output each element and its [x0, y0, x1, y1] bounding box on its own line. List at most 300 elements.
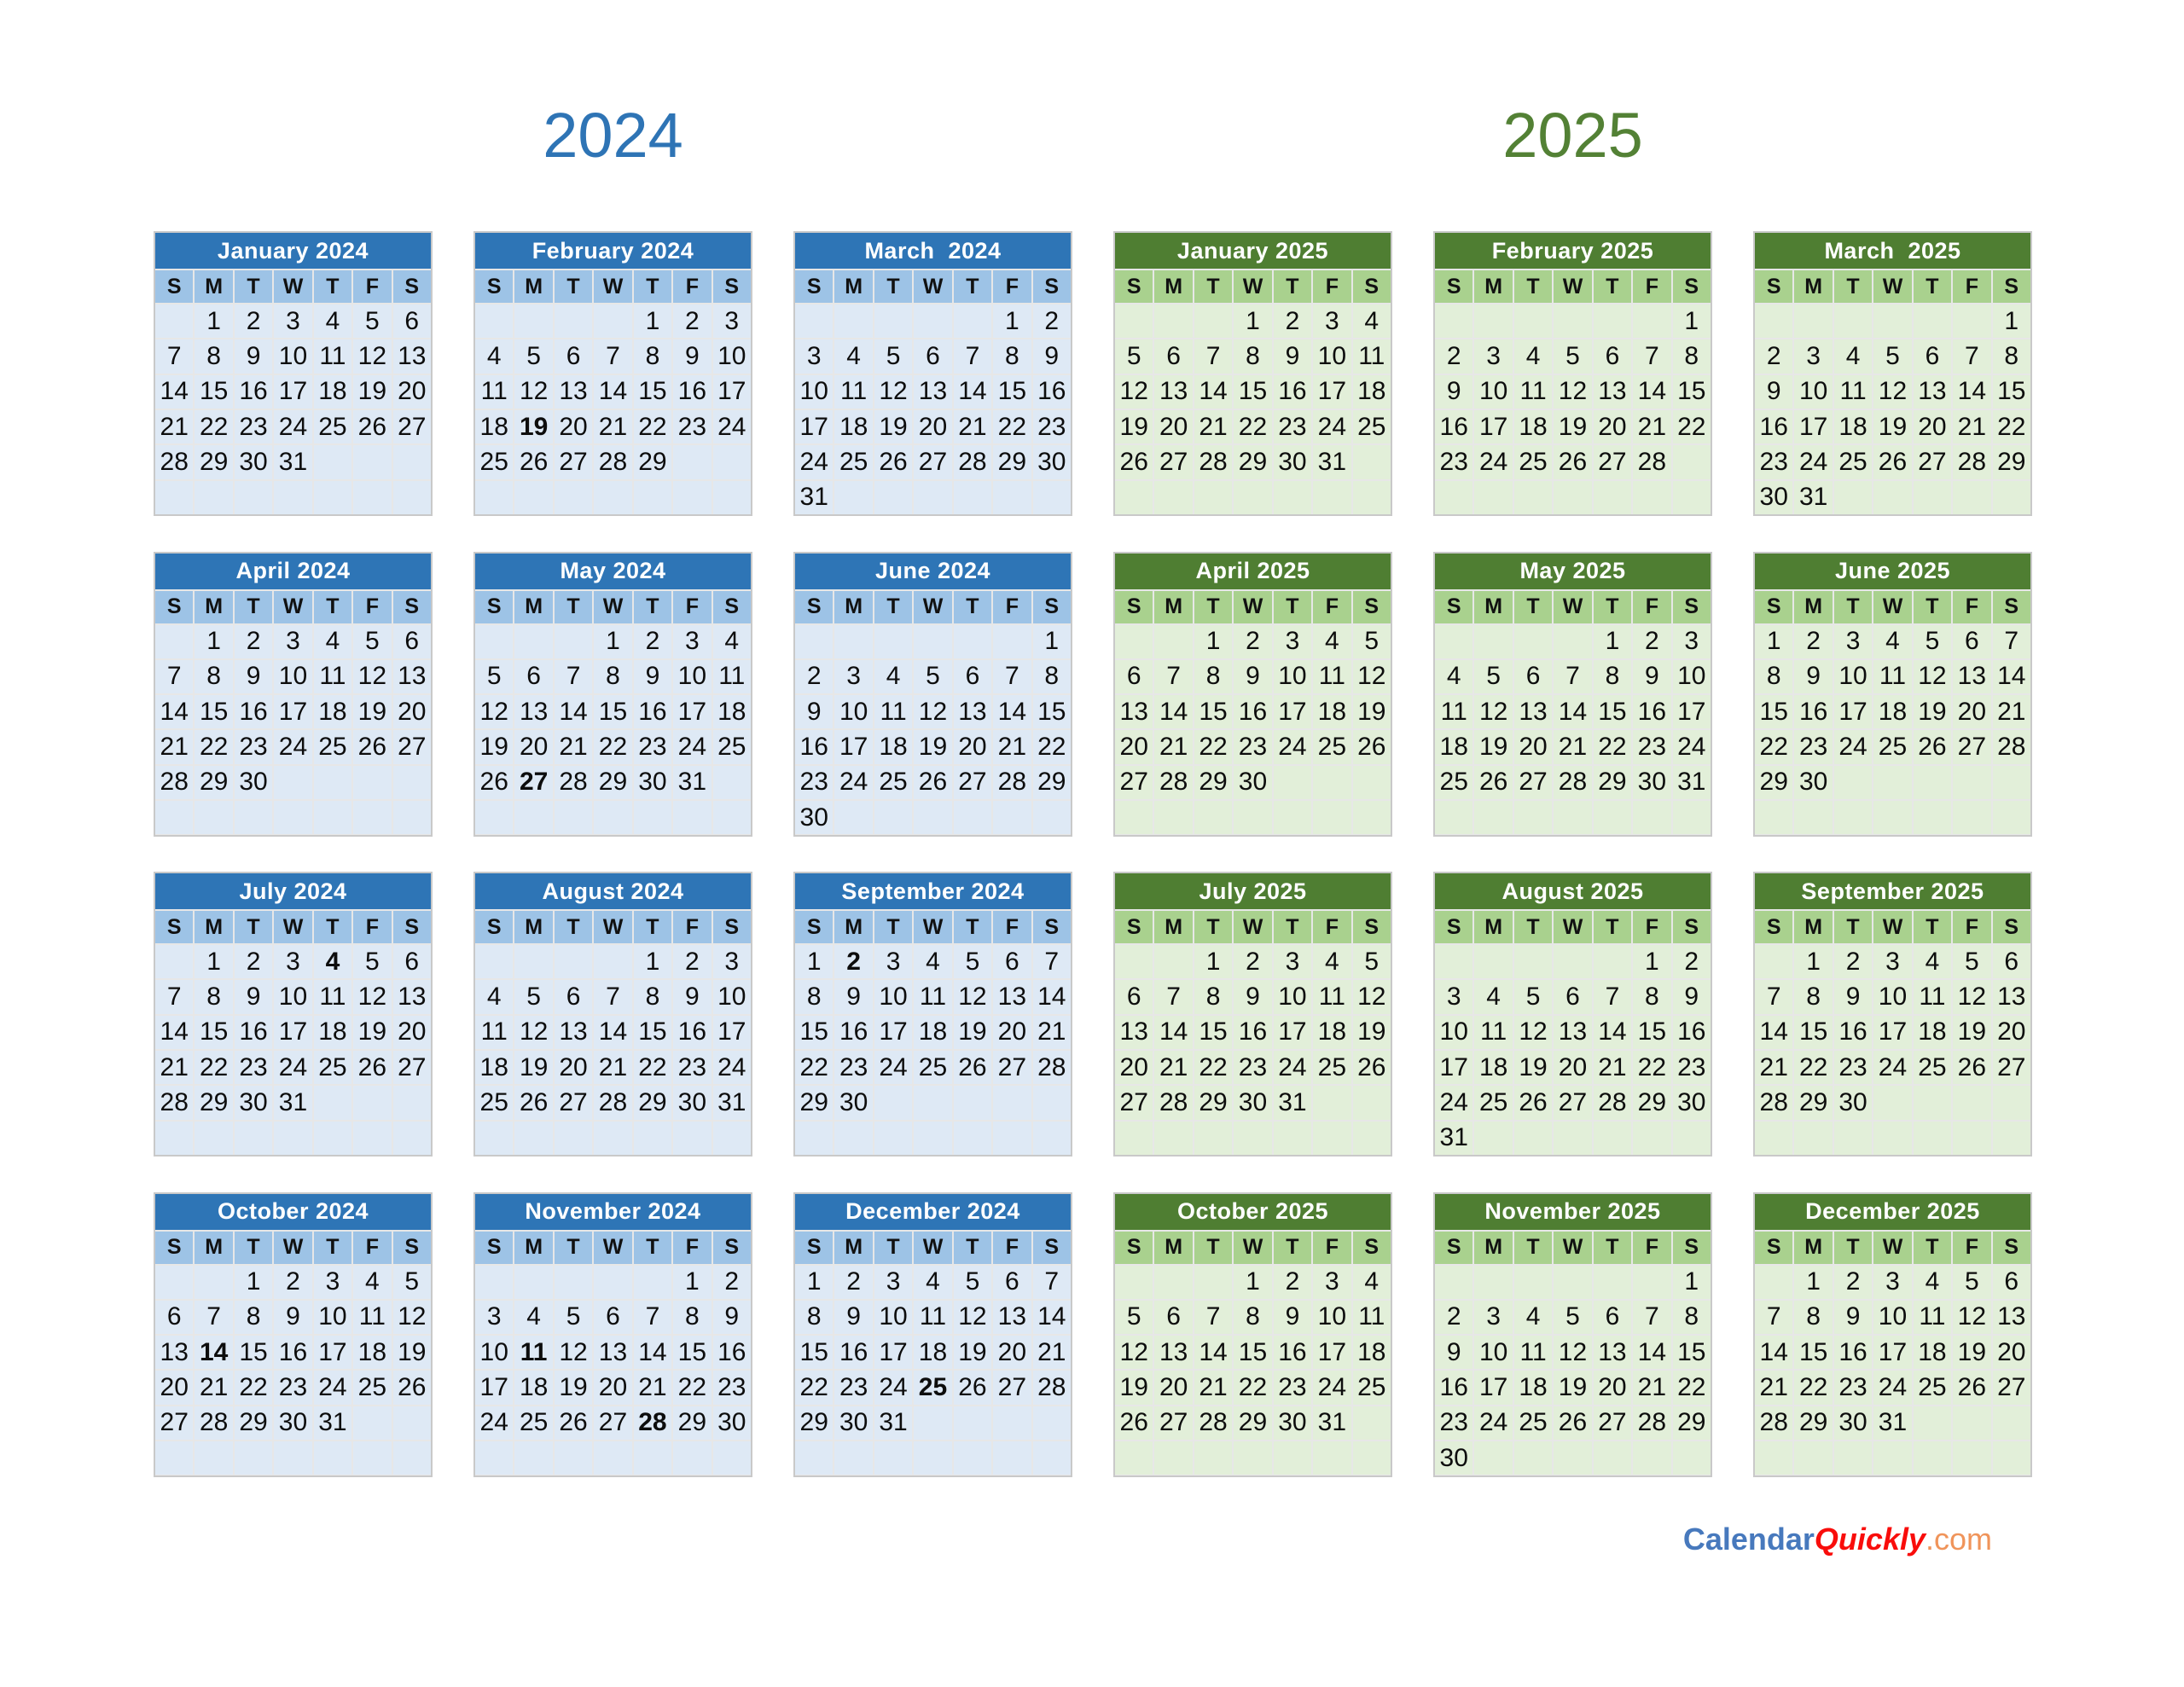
weekday-header-cell: S	[1435, 911, 1472, 943]
date-cell-7: 7	[594, 339, 631, 373]
date-cell-27: 27	[555, 1086, 592, 1119]
date-cell-4: 4	[1435, 660, 1472, 693]
date-cell-empty	[1633, 801, 1670, 834]
date-cell-26: 26	[1115, 1406, 1153, 1440]
weekday-header-cell: T	[1194, 1232, 1232, 1264]
date-cell-empty	[514, 801, 552, 834]
date-cell-empty	[1794, 1441, 1832, 1475]
date-cell-3: 3	[1435, 980, 1472, 1013]
date-cell-22: 22	[1234, 410, 1271, 443]
footer-brand-link[interactable]	[1683, 1521, 1992, 1557]
date-cell-2: 2	[1033, 304, 1071, 338]
weekday-header-cell: T	[314, 591, 351, 623]
date-cell-2: 2	[795, 660, 833, 693]
month-june-2024	[793, 552, 1072, 837]
date-cell-13: 13	[1914, 375, 1951, 409]
date-cell-13: 13	[555, 375, 592, 409]
date-cell-11: 11	[1353, 1301, 1391, 1334]
weekday-header-cell: T	[1514, 270, 1552, 303]
weekday-header-cell: F	[673, 1232, 711, 1264]
date-cell-empty	[1554, 304, 1591, 338]
date-cell-2: 2	[1234, 945, 1271, 978]
date-cell-7: 7	[1554, 660, 1591, 693]
date-cell-24: 24	[1834, 730, 1872, 763]
date-cell-24: 24	[874, 1051, 912, 1084]
date-cell-23: 23	[1794, 730, 1832, 763]
weekday-header-cell: T	[1834, 591, 1872, 623]
date-cell-23: 23	[235, 730, 272, 763]
date-cell-17: 17	[795, 410, 833, 443]
weekday-header-cell: S	[795, 1232, 833, 1264]
date-cell-21: 21	[1953, 410, 1990, 443]
weekday-header-cell: F	[673, 591, 711, 623]
date-cell-empty	[393, 481, 431, 514]
date-cell-4: 4	[314, 304, 351, 338]
weekday-header-cell: W	[1234, 911, 1271, 943]
date-cell-empty	[1755, 945, 1792, 978]
date-cell-22: 22	[594, 730, 631, 763]
date-cell-16: 16	[1033, 375, 1071, 409]
date-cell-4: 4	[1514, 339, 1552, 373]
date-cell-empty	[1993, 1122, 2030, 1155]
date-cell-10: 10	[795, 375, 833, 409]
date-cell-11: 11	[874, 695, 912, 728]
date-cell-31: 31	[274, 1086, 311, 1119]
date-cell-15: 15	[1234, 375, 1271, 409]
weekday-header-cell: F	[673, 911, 711, 943]
weekday-header-cell: M	[1154, 1232, 1192, 1264]
date-cell-23: 23	[1834, 1051, 1872, 1084]
month-october-2025	[1113, 1192, 1392, 1477]
date-cell-empty	[914, 801, 951, 834]
date-cell-empty	[1914, 801, 1951, 834]
date-cell-11: 11	[514, 1336, 552, 1369]
date-cell-19: 19	[1953, 1016, 1990, 1049]
date-cell-empty	[834, 801, 872, 834]
weekday-header-cell: M	[1794, 1232, 1832, 1264]
weekday-header-cell: F	[353, 270, 391, 303]
date-cell-empty	[1274, 481, 1311, 514]
date-cell-28: 28	[993, 766, 1031, 799]
date-cell-12: 12	[1953, 1301, 1990, 1334]
month-march-2024	[793, 231, 1072, 516]
date-cell-20: 20	[393, 695, 431, 728]
date-cell-30: 30	[235, 1086, 272, 1119]
date-cell-5: 5	[353, 304, 391, 338]
date-cell-empty	[1554, 945, 1591, 978]
date-cell-14: 14	[1194, 375, 1232, 409]
date-cell-empty	[274, 801, 311, 834]
date-cell-empty	[1755, 1266, 1792, 1299]
date-cell-empty	[353, 481, 391, 514]
date-cell-29: 29	[993, 445, 1031, 478]
date-cell-empty	[1115, 945, 1153, 978]
date-cell-16: 16	[1794, 695, 1832, 728]
weekday-header-cell: T	[555, 911, 592, 943]
weekday-header-cell: T	[235, 1232, 272, 1264]
date-cell-29: 29	[1033, 766, 1071, 799]
date-cell-20: 20	[393, 1016, 431, 1049]
date-cell-empty	[1953, 1406, 1990, 1440]
date-cell-17: 17	[274, 695, 311, 728]
weekday-header-cell: M	[1474, 1232, 1512, 1264]
date-cell-13: 13	[1514, 695, 1552, 728]
date-cell-5: 5	[514, 980, 552, 1013]
date-cell-21: 21	[993, 730, 1031, 763]
weekday-header-cell: T	[874, 591, 912, 623]
weekday-header-cell: T	[634, 911, 671, 943]
date-cell-26: 26	[1953, 1051, 1990, 1084]
date-cell-23: 23	[673, 410, 711, 443]
date-cell-10: 10	[1474, 1336, 1512, 1369]
date-cell-13: 13	[393, 660, 431, 693]
date-cell-21: 21	[1755, 1371, 1792, 1404]
date-cell-empty	[1033, 1406, 1071, 1440]
date-cell-empty	[834, 304, 872, 338]
date-cell-19: 19	[1514, 1051, 1552, 1084]
date-cell-15: 15	[195, 375, 232, 409]
date-cell-3: 3	[1274, 945, 1311, 978]
date-cell-empty	[514, 1266, 552, 1299]
date-cell-28: 28	[1154, 1086, 1192, 1119]
date-cell-empty	[555, 1266, 592, 1299]
date-cell-24: 24	[713, 410, 751, 443]
date-cell-empty	[1633, 481, 1670, 514]
date-cell-2: 2	[834, 1266, 872, 1299]
date-cell-empty	[874, 1086, 912, 1119]
date-cell-8: 8	[594, 660, 631, 693]
date-cell-20: 20	[1115, 730, 1153, 763]
date-cell-9: 9	[1274, 1301, 1311, 1334]
date-cell-16: 16	[235, 1016, 272, 1049]
weekday-header-cell: T	[1914, 270, 1951, 303]
date-cell-29: 29	[795, 1406, 833, 1440]
date-cell-empty	[195, 801, 232, 834]
date-cell-4: 4	[1474, 980, 1512, 1013]
date-cell-21: 21	[1755, 1051, 1792, 1084]
date-cell-11: 11	[1514, 375, 1552, 409]
date-cell-12: 12	[1115, 1336, 1153, 1369]
date-cell-empty	[1633, 1122, 1670, 1155]
weekday-header-cell: W	[274, 911, 311, 943]
month-march-2025	[1753, 231, 2032, 516]
date-cell-8: 8	[1033, 660, 1071, 693]
date-cell-19: 19	[1554, 410, 1591, 443]
date-cell-26: 26	[1873, 445, 1911, 478]
date-cell-empty	[673, 801, 711, 834]
date-cell-empty	[1673, 445, 1711, 478]
date-cell-4: 4	[874, 660, 912, 693]
date-cell-27: 27	[1993, 1371, 2030, 1404]
date-cell-3: 3	[713, 945, 751, 978]
date-cell-empty	[1115, 481, 1153, 514]
date-cell-1: 1	[1194, 625, 1232, 658]
date-cell-27: 27	[993, 1371, 1031, 1404]
date-cell-17: 17	[1274, 695, 1311, 728]
date-cell-16: 16	[1755, 410, 1792, 443]
date-cell-6: 6	[555, 980, 592, 1013]
weekday-header-cell: S	[1033, 270, 1071, 303]
date-cell-6: 6	[1914, 339, 1951, 373]
date-cell-28: 28	[1194, 445, 1232, 478]
date-cell-empty	[713, 481, 751, 514]
date-cell-16: 16	[1633, 695, 1670, 728]
date-cell-25: 25	[874, 766, 912, 799]
date-cell-empty	[1313, 801, 1350, 834]
date-cell-24: 24	[713, 1051, 751, 1084]
date-cell-empty	[1914, 1122, 1951, 1155]
date-cell-17: 17	[1313, 1336, 1350, 1369]
date-cell-empty	[1154, 1441, 1192, 1475]
date-cell-27: 27	[1154, 445, 1192, 478]
date-cell-17: 17	[274, 375, 311, 409]
weekday-header-cell: T	[1514, 1232, 1552, 1264]
date-cell-empty	[954, 1122, 991, 1155]
date-cell-5: 5	[1873, 339, 1911, 373]
date-cell-empty	[1633, 304, 1670, 338]
date-cell-empty	[195, 1441, 232, 1475]
footer-calendar-text: Calendar	[1682, 1522, 1815, 1557]
weekday-header-cell: S	[155, 911, 193, 943]
date-cell-26: 26	[353, 1051, 391, 1084]
weekday-header-cell: S	[1435, 1232, 1472, 1264]
date-cell-12: 12	[1474, 695, 1512, 728]
date-cell-25: 25	[314, 410, 351, 443]
date-cell-empty	[594, 1266, 631, 1299]
date-cell-27: 27	[393, 1051, 431, 1084]
date-cell-6: 6	[555, 339, 592, 373]
date-cell-25: 25	[914, 1051, 951, 1084]
date-cell-empty	[1353, 445, 1391, 478]
date-cell-15: 15	[634, 375, 671, 409]
date-cell-22: 22	[634, 410, 671, 443]
date-cell-28: 28	[1633, 1406, 1670, 1440]
date-cell-empty	[795, 304, 833, 338]
date-cell-empty	[1755, 1441, 1792, 1475]
date-cell-empty	[673, 1122, 711, 1155]
date-cell-29: 29	[235, 1406, 272, 1440]
weekday-header-cell: S	[1993, 270, 2030, 303]
date-cell-12: 12	[1115, 375, 1153, 409]
date-cell-3: 3	[1673, 625, 1711, 658]
date-cell-empty	[1115, 304, 1153, 338]
date-cell-23: 23	[673, 1051, 711, 1084]
date-cell-25: 25	[1474, 1086, 1512, 1119]
date-cell-24: 24	[673, 730, 711, 763]
date-cell-empty	[993, 625, 1031, 658]
date-cell-16: 16	[713, 1336, 751, 1369]
date-cell-empty	[1993, 481, 2030, 514]
date-cell-2: 2	[1834, 1266, 1872, 1299]
date-cell-3: 3	[1274, 625, 1311, 658]
date-cell-16: 16	[274, 1336, 311, 1369]
weekday-header-cell: T	[1594, 1232, 1631, 1264]
date-cell-1: 1	[1633, 945, 1670, 978]
date-cell-17: 17	[1313, 375, 1350, 409]
date-cell-empty	[555, 481, 592, 514]
date-cell-26: 26	[914, 766, 951, 799]
month-january-2024	[154, 231, 433, 516]
date-cell-23: 23	[834, 1051, 872, 1084]
date-cell-6: 6	[155, 1301, 193, 1334]
date-cell-19: 19	[1554, 1371, 1591, 1404]
date-cell-24: 24	[314, 1371, 351, 1404]
date-cell-14: 14	[634, 1336, 671, 1369]
date-cell-25: 25	[1353, 410, 1391, 443]
date-cell-empty	[713, 1122, 751, 1155]
weekday-header-cell: T	[1914, 591, 1951, 623]
date-cell-25: 25	[1834, 445, 1872, 478]
date-cell-20: 20	[1594, 1371, 1631, 1404]
date-cell-20: 20	[514, 730, 552, 763]
date-cell-10: 10	[1313, 1301, 1350, 1334]
date-cell-20: 20	[1154, 410, 1192, 443]
weekday-header-cell: M	[514, 270, 552, 303]
date-cell-8: 8	[1594, 660, 1631, 693]
date-cell-3: 3	[795, 339, 833, 373]
date-cell-23: 23	[235, 1051, 272, 1084]
weekday-header-cell: F	[1313, 911, 1350, 943]
date-cell-empty	[155, 801, 193, 834]
date-cell-10: 10	[713, 980, 751, 1013]
date-cell-23: 23	[795, 766, 833, 799]
date-cell-empty	[314, 1122, 351, 1155]
date-cell-22: 22	[1755, 730, 1792, 763]
date-cell-8: 8	[1194, 980, 1232, 1013]
date-cell-17: 17	[274, 1016, 311, 1049]
weekday-header-cell: W	[1234, 1232, 1271, 1264]
date-cell-empty	[1154, 1266, 1192, 1299]
date-cell-empty	[1554, 481, 1591, 514]
weekday-header-cell: W	[1873, 270, 1911, 303]
date-cell-empty	[1353, 1086, 1391, 1119]
date-cell-3: 3	[274, 304, 311, 338]
date-cell-23: 23	[713, 1371, 751, 1404]
date-cell-29: 29	[1633, 1086, 1670, 1119]
date-cell-29: 29	[1794, 1406, 1832, 1440]
date-cell-29: 29	[634, 1086, 671, 1119]
date-cell-25: 25	[1353, 1371, 1391, 1404]
date-cell-10: 10	[1873, 980, 1911, 1013]
date-cell-empty	[1514, 1122, 1552, 1155]
weekday-header-cell: S	[475, 1232, 513, 1264]
date-cell-empty	[1115, 1441, 1153, 1475]
date-cell-empty	[1554, 1122, 1591, 1155]
date-cell-20: 20	[555, 1051, 592, 1084]
date-cell-empty	[914, 1441, 951, 1475]
date-cell-1: 1	[795, 1266, 833, 1299]
date-cell-22: 22	[1673, 410, 1711, 443]
date-cell-6: 6	[393, 304, 431, 338]
date-cell-9: 9	[274, 1301, 311, 1334]
date-cell-empty	[314, 766, 351, 799]
date-cell-26: 26	[1914, 730, 1951, 763]
date-cell-16: 16	[795, 730, 833, 763]
date-cell-1: 1	[1673, 304, 1711, 338]
date-cell-14: 14	[195, 1336, 232, 1369]
date-cell-19: 19	[353, 1016, 391, 1049]
date-cell-13: 13	[1115, 1016, 1153, 1049]
date-cell-empty	[353, 1441, 391, 1475]
date-cell-empty	[353, 766, 391, 799]
date-cell-8: 8	[1993, 339, 2030, 373]
date-cell-6: 6	[1594, 1301, 1631, 1334]
weekday-header-cell: T	[1594, 911, 1631, 943]
date-cell-empty	[594, 1122, 631, 1155]
weekday-header-cell: W	[1873, 591, 1911, 623]
date-cell-8: 8	[634, 339, 671, 373]
date-cell-empty	[1953, 481, 1990, 514]
weekday-header-cell: F	[1633, 911, 1670, 943]
date-cell-22: 22	[1234, 1371, 1271, 1404]
date-cell-3: 3	[834, 660, 872, 693]
date-cell-1: 1	[1993, 304, 2030, 338]
month-title: February 2025	[1435, 233, 1711, 269]
weekday-header-cell: M	[1154, 911, 1192, 943]
date-cell-1: 1	[1594, 625, 1631, 658]
date-cell-25: 25	[475, 445, 513, 478]
date-cell-empty	[1953, 1086, 1990, 1119]
date-cell-10: 10	[673, 660, 711, 693]
weekday-header-cell: S	[1115, 270, 1153, 303]
date-cell-11: 11	[1313, 980, 1350, 1013]
date-cell-21: 21	[1154, 1051, 1192, 1084]
date-cell-19: 19	[514, 410, 552, 443]
date-cell-empty	[1353, 1122, 1391, 1155]
date-cell-2: 2	[235, 945, 272, 978]
date-cell-empty	[1873, 1086, 1911, 1119]
date-cell-empty	[1953, 304, 1990, 338]
date-cell-4: 4	[834, 339, 872, 373]
month-title: June 2025	[1755, 554, 2030, 589]
year-title-2025: 2025	[1502, 100, 1643, 171]
date-cell-13: 13	[393, 339, 431, 373]
date-cell-20: 20	[393, 375, 431, 409]
weekday-header-cell: S	[1033, 1232, 1071, 1264]
date-cell-29: 29	[1755, 766, 1792, 799]
weekday-header-cell: T	[1274, 591, 1311, 623]
date-cell-19: 19	[353, 695, 391, 728]
date-cell-empty	[713, 1441, 751, 1475]
date-cell-empty	[1435, 801, 1472, 834]
date-cell-1: 1	[1234, 304, 1271, 338]
date-cell-16: 16	[1234, 1016, 1271, 1049]
date-cell-27: 27	[514, 766, 552, 799]
date-cell-1: 1	[594, 625, 631, 658]
date-cell-27: 27	[1594, 445, 1631, 478]
weekday-header-cell: W	[1234, 591, 1271, 623]
date-cell-15: 15	[1033, 695, 1071, 728]
date-cell-30: 30	[1673, 1086, 1711, 1119]
date-cell-1: 1	[634, 945, 671, 978]
date-cell-empty	[1474, 945, 1512, 978]
date-cell-31: 31	[1313, 1406, 1350, 1440]
year-titles	[154, 101, 2032, 170]
date-cell-empty	[155, 945, 193, 978]
date-cell-empty	[514, 625, 552, 658]
date-cell-empty	[1514, 625, 1552, 658]
date-cell-31: 31	[274, 445, 311, 478]
date-cell-28: 28	[1554, 766, 1591, 799]
date-cell-9: 9	[673, 339, 711, 373]
date-cell-6: 6	[393, 945, 431, 978]
date-cell-20: 20	[954, 730, 991, 763]
date-cell-29: 29	[195, 766, 232, 799]
date-cell-7: 7	[1154, 660, 1192, 693]
weekday-header-cell: S	[713, 591, 751, 623]
date-cell-empty	[954, 481, 991, 514]
date-cell-6: 6	[1115, 980, 1153, 1013]
